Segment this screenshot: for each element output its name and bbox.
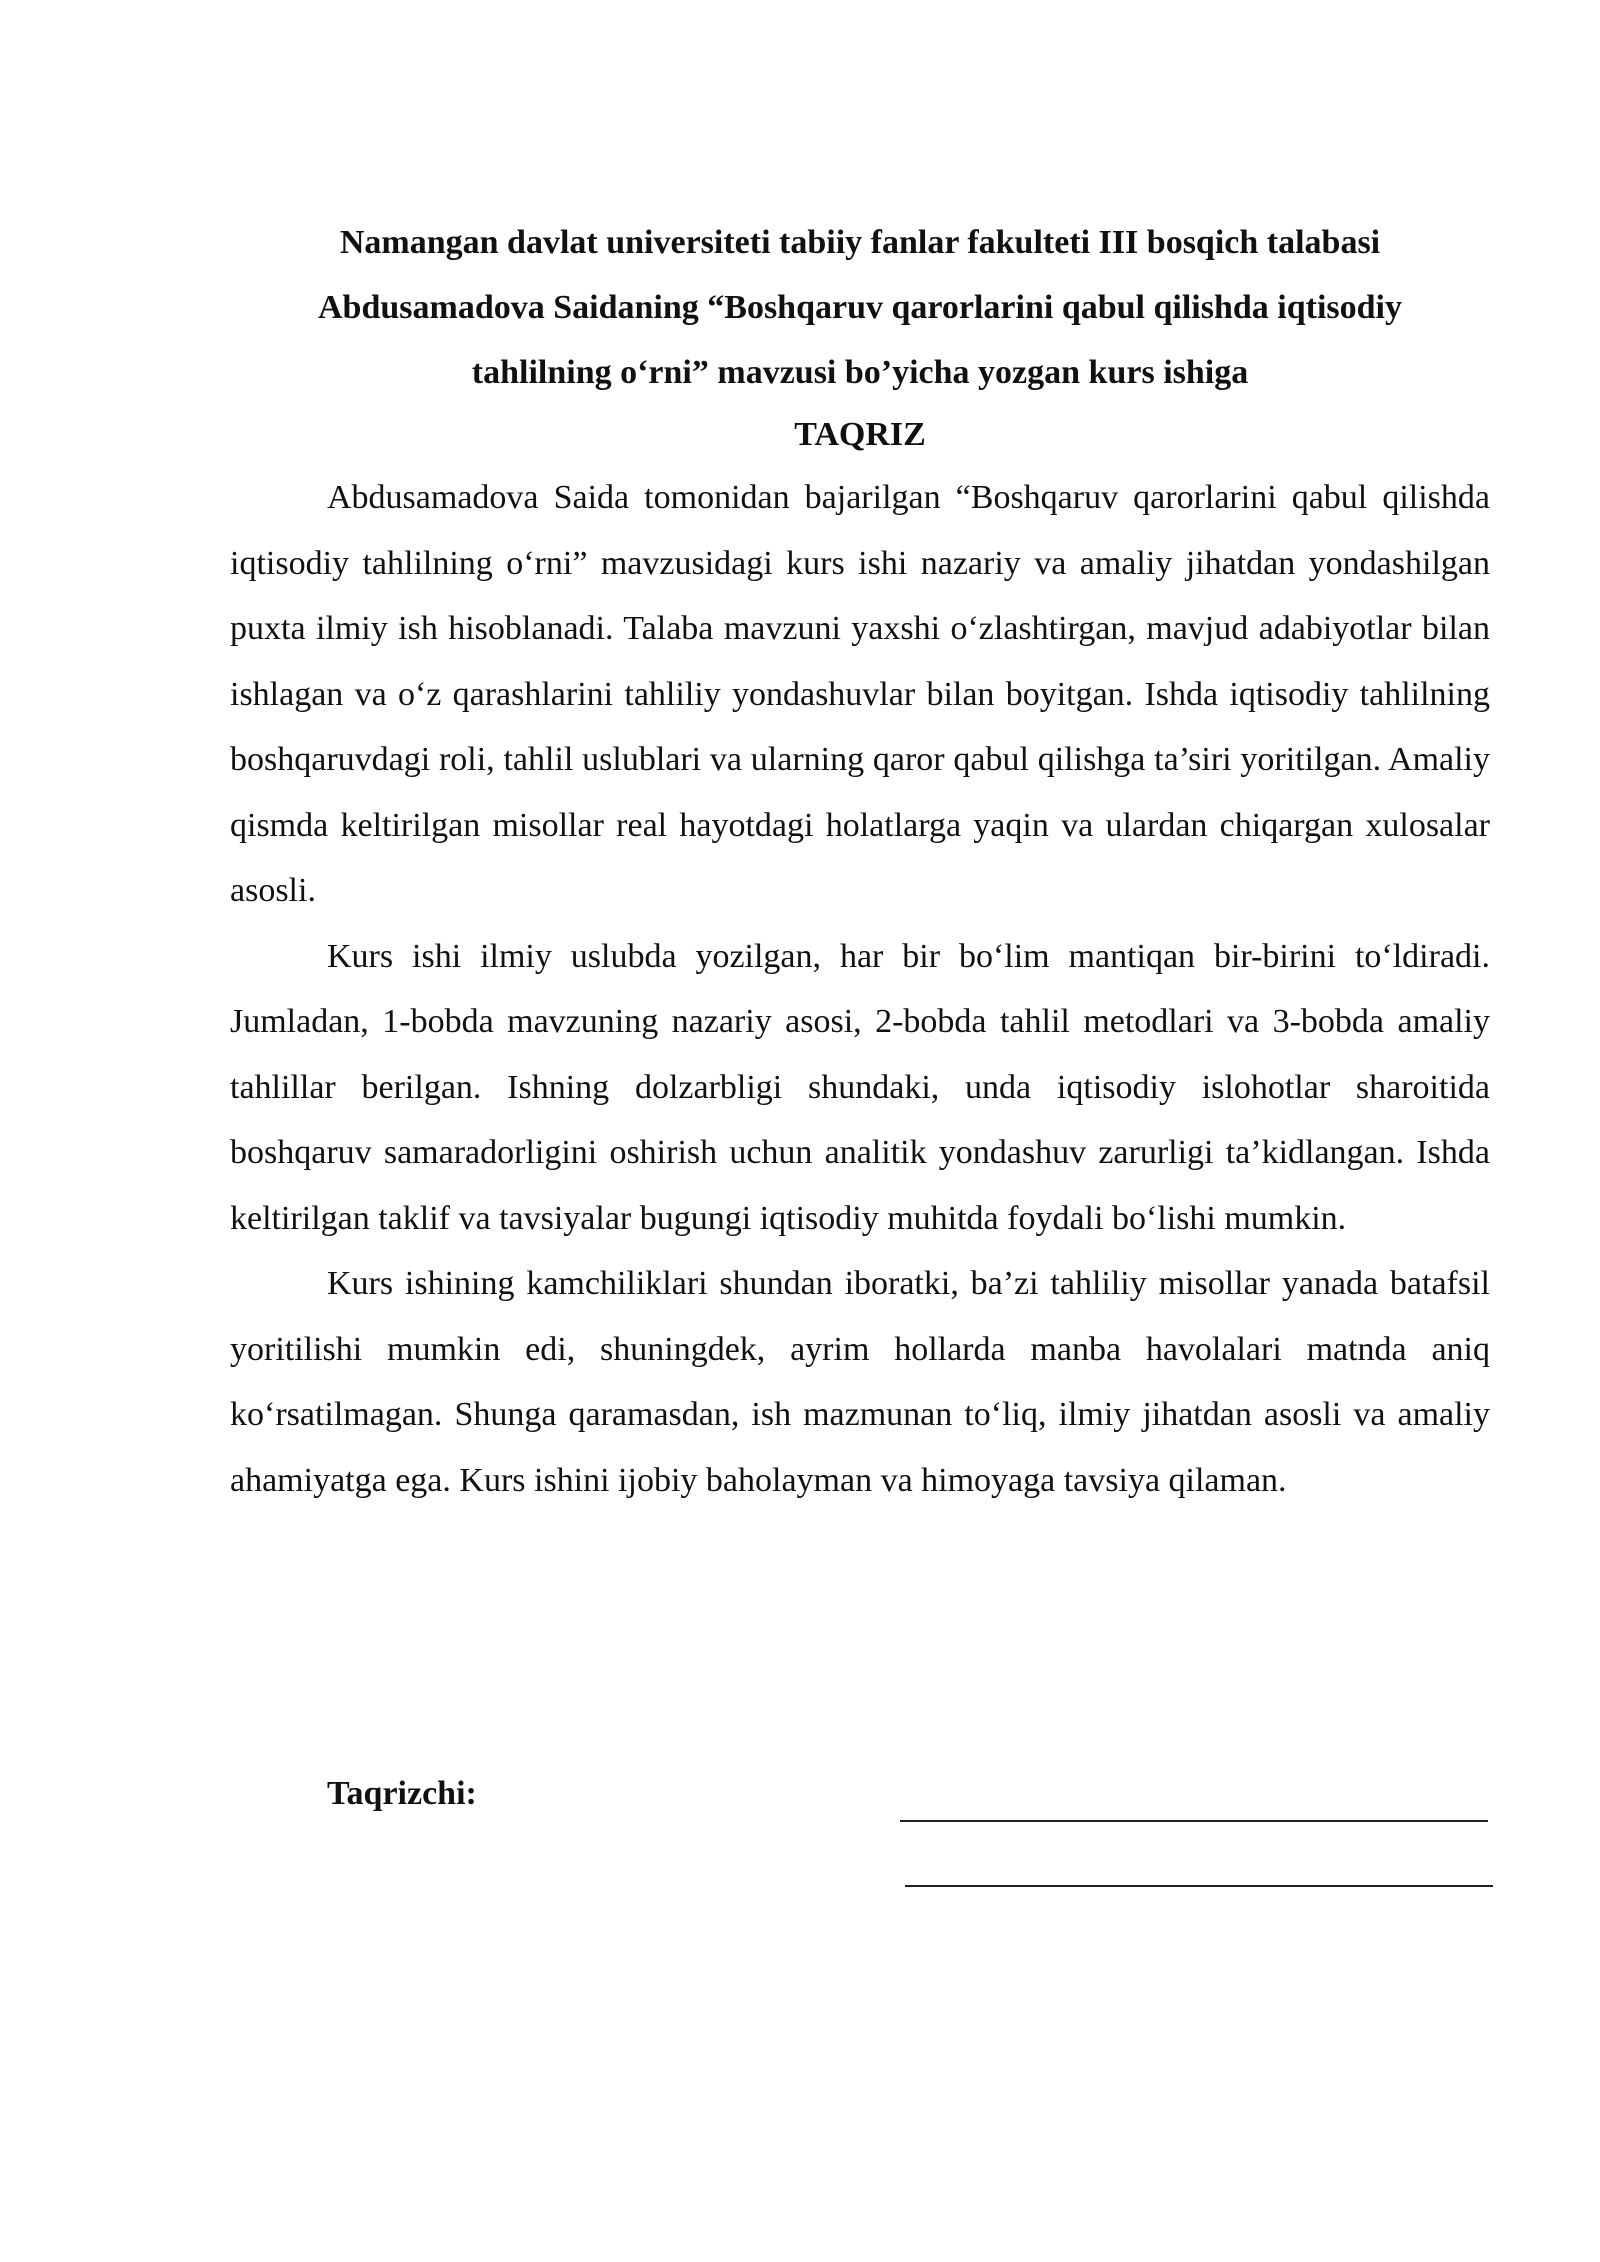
heading-line-1: Namangan davlat universiteti tabiiy fanlar fakulteti III bosqich talabasi <box>339 224 1381 261</box>
signature-line-2 <box>905 1885 1493 1887</box>
document-title: TAQRIZ <box>794 416 926 453</box>
body-paragraph-1: Abdusamadova Saida tomonidan bajarilgan “Boshqaruv qarorlarini qabul qilishda iqtisodiy tahlilning o‘rni” mavzusidagi kurs ishi nazariy va amaliy jihatdan yondashilgan puxta ilmiy ish hisoblanadi. Talaba mavzuni yaxshi o‘zlashtirgan, mavjud adabiyotlar bilan ishlagan va o‘z qarashlarini tahliliy yondashuvlar bilan boyitgan. Ishda iqtisodiy tahlilning boshqaruvdagi roli, tahlil uslublari va ularning qaror qabul qilishga ta’siri yoritilgan. Amaliy qismda keltirilgan misollar real hayotdagi holatlarga yaqin va ulardan chiqargan xulosalar asosli. <box>230 479 1490 909</box>
document-page <box>230 210 1490 1513</box>
heading-line-3: tahlilning o‘rni” mavzusi bo’yicha yozgan kurs ishiga <box>471 354 1249 391</box>
body-paragraph-2: Kurs ishi ilmiy uslubda yozilgan, har bir bo‘lim mantiqan bir-birini to‘ldiradi. Jumladan, 1-bobda mavzuning nazariy asosi, 2-bobda tahlil metodlari va 3-bobda amaliy tahlillar berilgan. Ishning dolzarbligi shundaki, unda iqtisodiy islohotlar sharoitida boshqaruv samaradorligini oshirish uchun analitik yondashuv zarurligi ta’kidlangan. Ishda keltirilgan taklif va tavsiyalar bugungi iqtisodiy muhitda foydali bo‘lishi mumkin. <box>230 937 1490 1237</box>
signature-line-1 <box>900 1820 1488 1822</box>
body-paragraph-3: Kurs ishining kamchiliklari shundan iboratki, ba’zi tahliliy misollar yanada batafsil yoritilishi mumkin edi, shuningdek, ayrim hollarda manba havolalari matnda aniq ko‘rsatilmagan. Shunga qaramasdan, ish mazmunan to‘liq, ilmiy jihatdan asosli va amaliy ahamiyatga ega. Kurs ishini ijobiy baholayman va himoyaga tavsiya qilaman. <box>230 1265 1490 1499</box>
heading-line-2: Abdusamadova Saidaning “Boshqaruv qarorlarini qabul qilishda iqtisodiy <box>318 289 1402 326</box>
reviewer-label: Taqrizchi: <box>327 1775 477 1812</box>
